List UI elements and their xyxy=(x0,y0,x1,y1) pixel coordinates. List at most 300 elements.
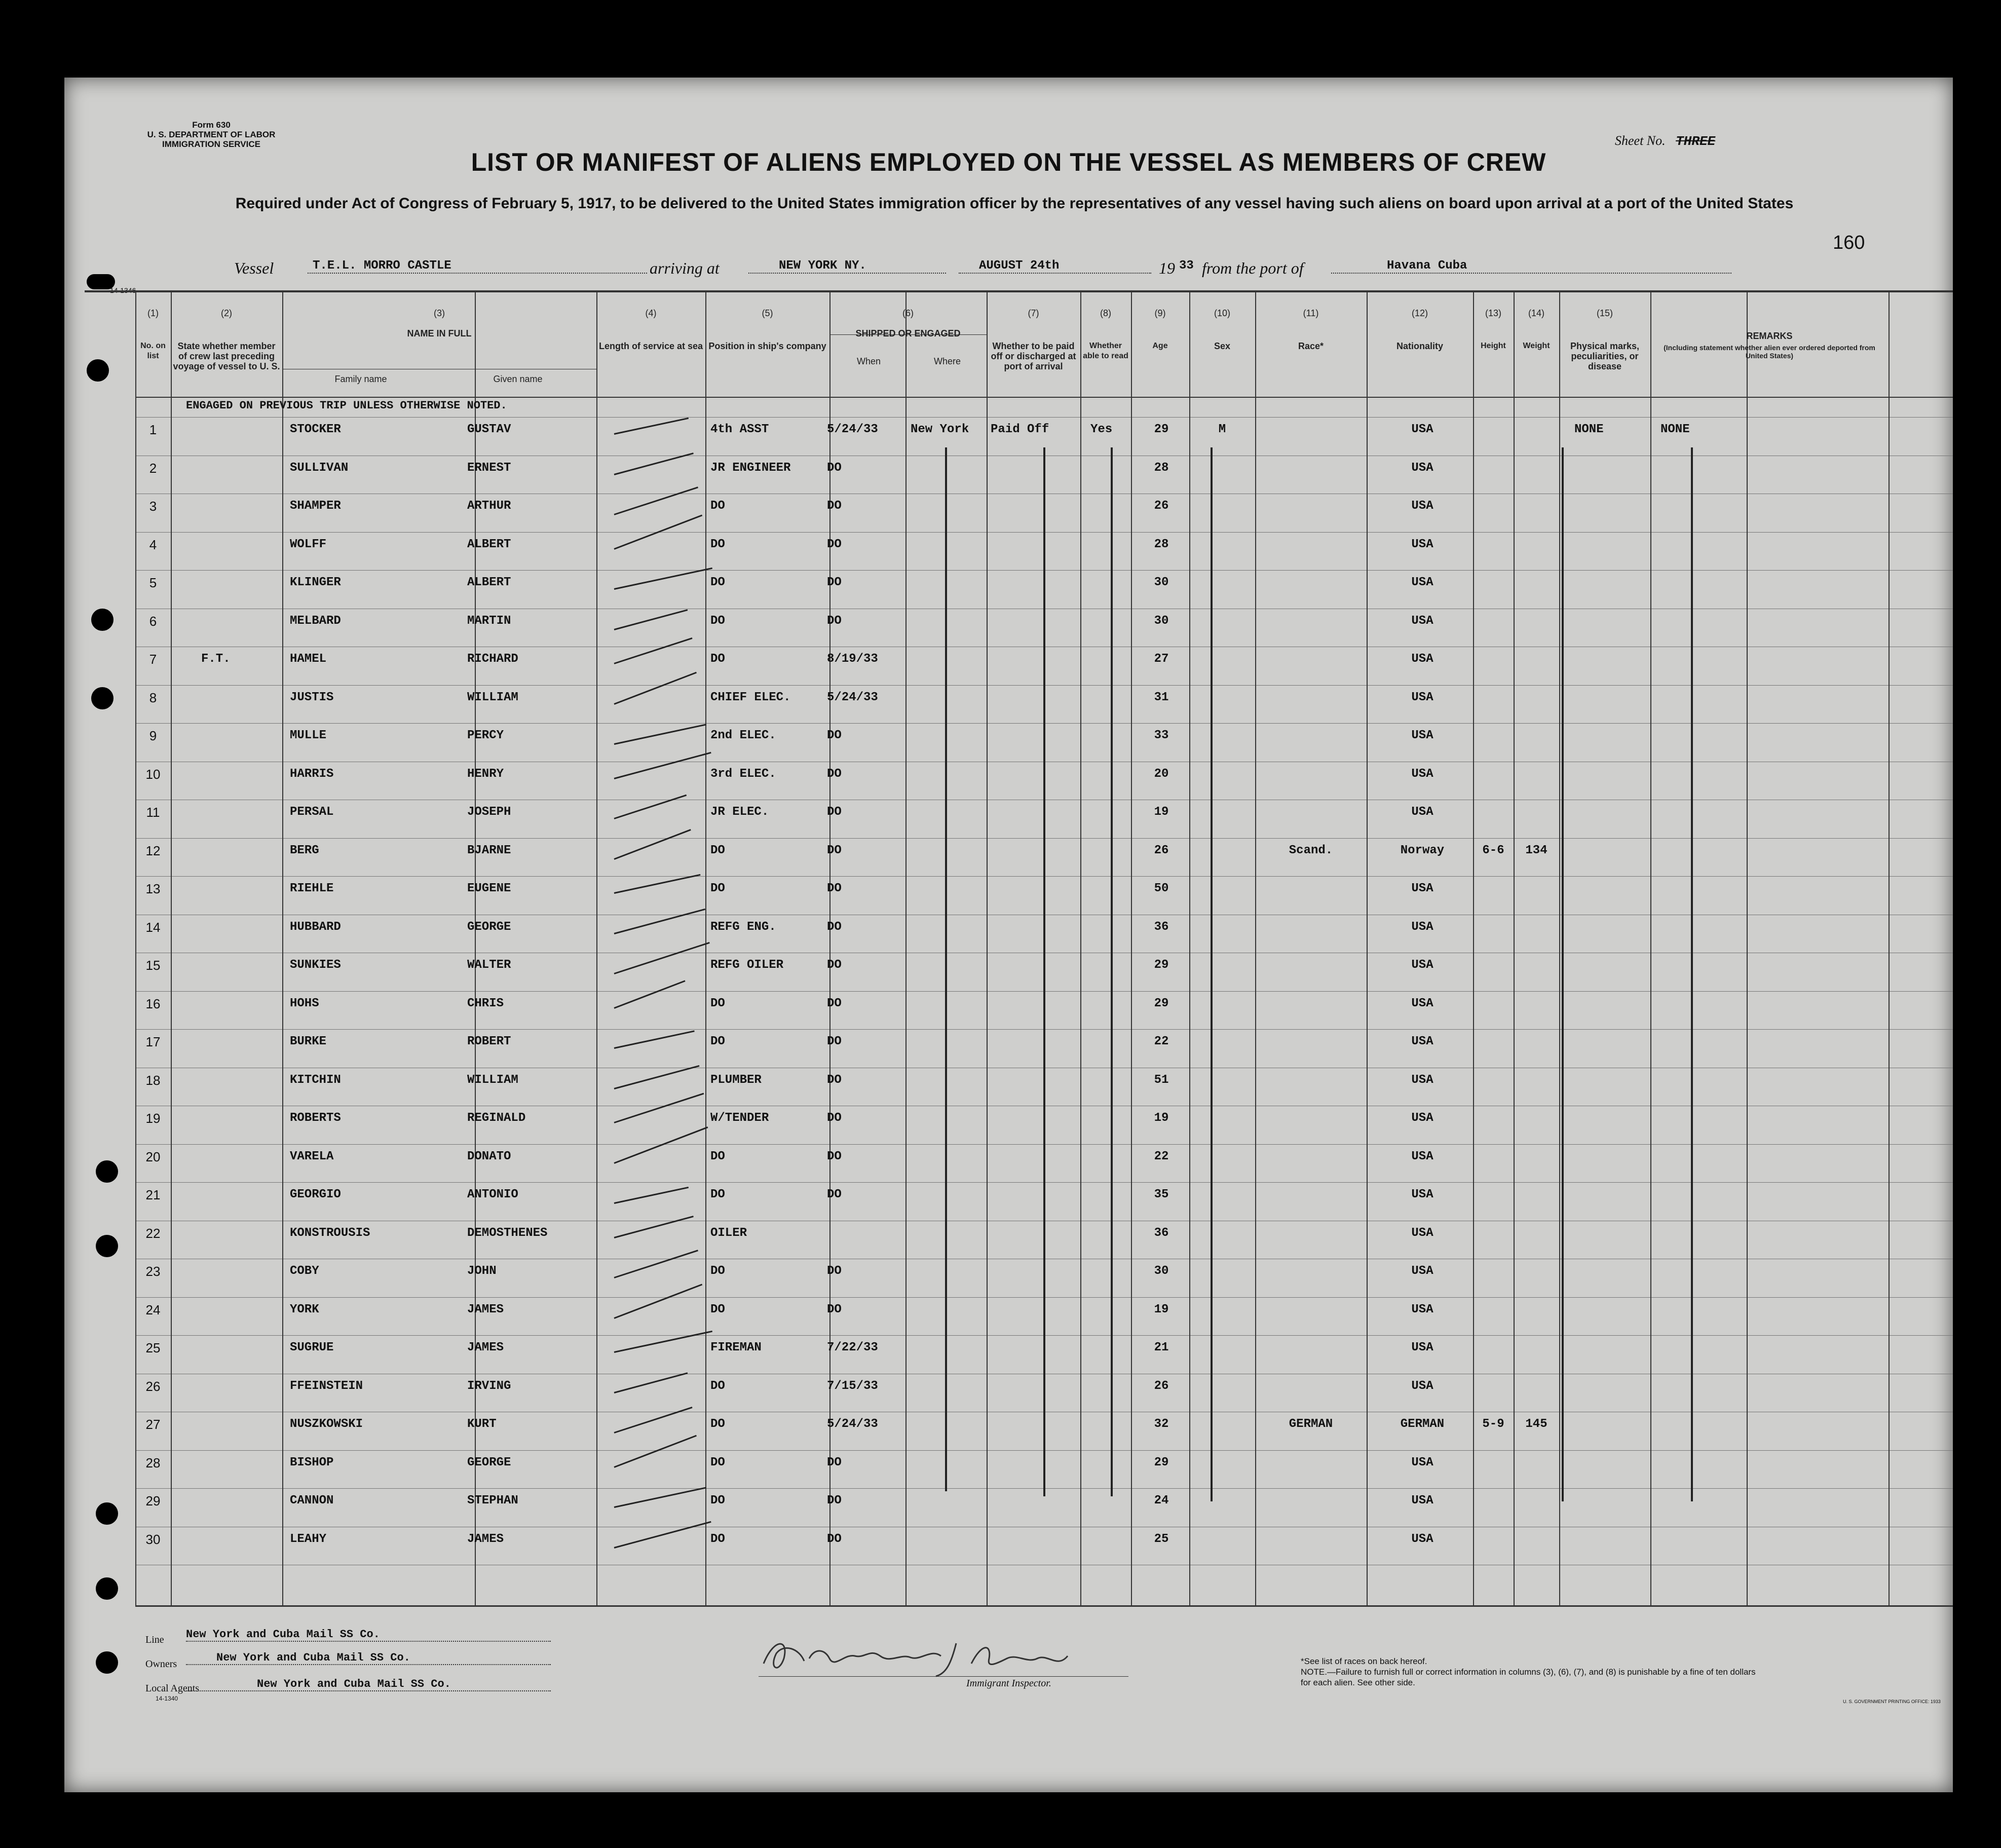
row-no: 23 xyxy=(145,1264,161,1279)
row-given: CHRIS xyxy=(467,997,504,1010)
column-subheader: When xyxy=(856,356,881,366)
vessel-name: T.E.L. MORRO CASTLE xyxy=(308,259,647,274)
row-no: 30 xyxy=(145,1532,161,1547)
column-rule xyxy=(905,290,907,1605)
row-nat: USA xyxy=(1411,423,1433,436)
column-rule xyxy=(1514,290,1515,1605)
row-nat: USA xyxy=(1411,958,1433,972)
table-row xyxy=(64,461,1953,481)
row-weight: 145 xyxy=(1525,1417,1547,1431)
line-label: Line xyxy=(145,1634,164,1645)
service-check-mark xyxy=(614,637,693,664)
ditto-stroke xyxy=(945,447,947,1491)
line-value: New York and Cuba Mail SS Co. xyxy=(186,1628,551,1642)
arriving-port: NEW YORK NY. xyxy=(748,259,946,274)
row-position: REFG OILER xyxy=(710,958,784,972)
column-header: State whether member of crew last preceding voyage of vessel to U. S. xyxy=(173,341,280,371)
column-number: (1) xyxy=(147,308,159,318)
row-nat: USA xyxy=(1411,499,1433,513)
agents-label: Local Agents xyxy=(145,1683,200,1694)
row-read: Yes xyxy=(1090,423,1113,436)
row-given: GUSTAV xyxy=(467,423,511,436)
row-age: 29 xyxy=(1154,423,1169,436)
row-no: 22 xyxy=(145,1226,161,1241)
row-when: DO xyxy=(827,1150,842,1163)
column-number: (9) xyxy=(1154,308,1166,318)
row-nat: USA xyxy=(1411,997,1433,1010)
row-when: DO xyxy=(827,1035,842,1048)
service-check-mark xyxy=(614,1407,693,1434)
column-number: (5) xyxy=(762,308,773,318)
column-header: Whether to be paid off or discharged at port of arrival xyxy=(991,341,1076,371)
row-family: HARRIS xyxy=(290,767,334,781)
row-marks: NONE xyxy=(1574,423,1604,436)
row-nat: USA xyxy=(1411,767,1433,781)
page-subtitle: Required under Act of Congress of February 5, 1917, to be delivered to the United States immigration officer by the representatives of any vessel having such aliens on board upon arrival at a port of the United States xyxy=(235,195,1794,212)
row-position: DO xyxy=(710,844,725,857)
row-when: DO xyxy=(827,1264,842,1278)
column-header: SHIPPED OR ENGAGED xyxy=(855,328,961,338)
penalty-note: NOTE.—Failure to furnish full or correct information in columns (3), (6), (7), and (8) is punishable by a fine of ten dollars for each alien. See other side. xyxy=(1301,1667,1756,1687)
row-given: EUGENE xyxy=(467,882,511,895)
service-check-mark xyxy=(614,1187,689,1204)
binder-hole xyxy=(96,1651,118,1674)
column-header: REMARKS xyxy=(1746,331,1793,341)
row-no: 26 xyxy=(145,1379,161,1394)
column-number: (8) xyxy=(1100,308,1111,318)
department-name: U. S. DEPARTMENT OF LABOR xyxy=(147,130,276,139)
table-top-rule xyxy=(85,290,1953,292)
row-position: DO xyxy=(710,882,725,895)
row-no: 8 xyxy=(149,690,157,705)
vessel-label: Vessel xyxy=(234,259,274,277)
row-position: DO xyxy=(710,1264,725,1278)
row-when: DO xyxy=(827,1111,842,1125)
row-family: KLINGER xyxy=(290,576,341,589)
service-check-mark xyxy=(614,942,710,974)
service-name: IMMIGRATION SERVICE xyxy=(162,139,260,149)
row-no: 20 xyxy=(145,1149,161,1164)
row-given: GEORGE xyxy=(467,920,511,934)
row-when: DO xyxy=(827,920,842,934)
table-row xyxy=(64,958,1953,978)
row-nat: USA xyxy=(1411,1188,1433,1201)
row-when: 5/24/33 xyxy=(827,691,878,704)
column-number: (6) xyxy=(902,308,914,318)
row-when: DO xyxy=(827,805,842,819)
column-header: Age xyxy=(1152,342,1168,350)
column-rule xyxy=(1650,290,1651,1605)
service-check-mark xyxy=(614,1487,707,1508)
row-position: CHIEF ELEC. xyxy=(710,691,791,704)
row-rule xyxy=(135,417,1953,418)
table-row xyxy=(64,728,1953,748)
row-when: DO xyxy=(827,499,842,513)
row-no: 25 xyxy=(145,1340,161,1355)
row-age: 29 xyxy=(1154,958,1169,972)
row-no: 4 xyxy=(149,537,157,552)
column-subheader: Given name xyxy=(493,374,543,384)
row-nat: USA xyxy=(1411,1226,1433,1240)
column-rule xyxy=(1131,290,1132,1605)
table-row xyxy=(64,1034,1953,1054)
row-age: 22 xyxy=(1154,1150,1169,1163)
row-when: DO xyxy=(827,1494,842,1507)
row-no: 10 xyxy=(145,767,161,782)
row-no: 21 xyxy=(145,1187,161,1202)
row-nat: USA xyxy=(1411,614,1433,628)
column-number: (15) xyxy=(1596,308,1613,318)
row-position: DO xyxy=(710,1379,725,1393)
row-family: SUNKIES xyxy=(290,958,341,972)
form-agency-block xyxy=(135,120,287,149)
table-row xyxy=(64,499,1953,519)
row-position: DO xyxy=(710,652,725,666)
row-family: FFEINSTEIN xyxy=(290,1379,363,1393)
row-age: 33 xyxy=(1154,729,1169,742)
row-age: 19 xyxy=(1154,1303,1169,1316)
row-nat: USA xyxy=(1411,882,1433,895)
column-rule xyxy=(1889,290,1890,1605)
row-state: F.T. xyxy=(201,652,231,666)
row-age: 35 xyxy=(1154,1188,1169,1201)
row-when: DO xyxy=(827,844,842,857)
table-row xyxy=(64,537,1953,557)
row-no: 24 xyxy=(145,1302,161,1317)
service-check-mark xyxy=(614,1284,702,1318)
row-no: 15 xyxy=(145,958,161,973)
row-nat: USA xyxy=(1411,1035,1433,1048)
table-row xyxy=(64,690,1953,710)
column-number: (12) xyxy=(1411,308,1428,318)
table-bottom-rule xyxy=(135,1605,1953,1607)
column-rule xyxy=(1473,290,1474,1605)
row-nat: USA xyxy=(1411,1111,1433,1125)
service-check-mark xyxy=(614,1372,688,1393)
row-family: PERSAL xyxy=(290,805,334,819)
sheet-number xyxy=(1615,133,1715,149)
row-position: JR ENGINEER xyxy=(710,461,791,475)
row-given: JAMES xyxy=(467,1341,504,1354)
row-when: DO xyxy=(827,1532,842,1546)
row-position: DO xyxy=(710,1532,725,1546)
row-age: 19 xyxy=(1154,1111,1169,1125)
row-given: HENRY xyxy=(467,767,504,781)
row-given: MARTIN xyxy=(467,614,511,628)
table-row xyxy=(64,575,1953,595)
row-no: 3 xyxy=(149,499,157,514)
inspector-label: Immigrant Inspector. xyxy=(966,1678,1051,1689)
row-family: COBY xyxy=(290,1264,319,1278)
row-nat: USA xyxy=(1411,652,1433,666)
agents-value: New York and Cuba Mail SS Co. xyxy=(186,1678,551,1691)
row-position: DO xyxy=(710,997,725,1010)
row-age: 28 xyxy=(1154,538,1169,551)
row-family: BURKE xyxy=(290,1035,327,1048)
service-check-mark xyxy=(614,795,687,819)
column-header: No. on list xyxy=(140,342,166,360)
from-port-value: Havana Cuba xyxy=(1331,259,1731,274)
row-nat: USA xyxy=(1411,691,1433,704)
row-when: 5/24/33 xyxy=(827,423,878,436)
row-when: DO xyxy=(827,1073,842,1087)
column-header: Race* xyxy=(1298,341,1324,351)
row-when: DO xyxy=(827,729,842,742)
service-check-mark xyxy=(614,609,688,630)
row-race: GERMAN xyxy=(1289,1417,1333,1431)
row-no: 13 xyxy=(145,881,161,896)
table-row xyxy=(64,805,1953,825)
row-position: DO xyxy=(710,1417,725,1431)
page-title: LIST OR MANIFEST OF ALIENS EMPLOYED ON THE VESSEL AS MEMBERS OF CREW xyxy=(471,148,1546,176)
row-no: 11 xyxy=(146,805,160,820)
service-check-mark xyxy=(614,874,701,894)
row-position: DO xyxy=(710,1150,725,1163)
row-position: DO xyxy=(710,1188,725,1201)
row-no: 2 xyxy=(149,461,157,476)
row-given: ERNEST xyxy=(467,461,511,475)
service-check-mark xyxy=(614,1216,694,1238)
column-number: (10) xyxy=(1214,308,1230,318)
row-height: 5-9 xyxy=(1482,1417,1504,1431)
agents-code: 14-1340 xyxy=(156,1695,178,1702)
column-rule xyxy=(1255,290,1256,1605)
column-rule xyxy=(1747,290,1748,1605)
column-number: (14) xyxy=(1528,308,1544,318)
table-row xyxy=(64,1111,1953,1131)
row-family: CANNON xyxy=(290,1494,334,1507)
row-given: DONATO xyxy=(467,1150,511,1163)
row-family: MELBARD xyxy=(290,614,341,628)
ditto-stroke xyxy=(1043,447,1045,1496)
row-family: LEAHY xyxy=(290,1532,327,1546)
row-family: HUBBARD xyxy=(290,920,341,934)
row-nat: GERMAN xyxy=(1400,1417,1445,1431)
row-age: 24 xyxy=(1154,1494,1169,1507)
column-header: Nationality xyxy=(1396,341,1443,351)
column-number: (2) xyxy=(221,308,232,318)
row-age: 50 xyxy=(1154,882,1169,895)
table-row xyxy=(64,881,1953,901)
row-nat: USA xyxy=(1411,1341,1433,1354)
row-position: FIREMAN xyxy=(710,1341,762,1354)
row-age: 29 xyxy=(1154,997,1169,1010)
column-subheader: Where xyxy=(933,356,961,366)
row-when: DO xyxy=(827,882,842,895)
row-position: REFG ENG. xyxy=(710,920,776,934)
row-age: 26 xyxy=(1154,499,1169,513)
table-row xyxy=(64,1417,1953,1437)
row-nat: USA xyxy=(1411,729,1433,742)
service-check-mark xyxy=(614,1331,712,1353)
row-no: 28 xyxy=(145,1455,161,1470)
year-value: 33 xyxy=(1179,259,1194,273)
row-when: DO xyxy=(827,1303,842,1316)
service-check-mark xyxy=(614,829,691,860)
row-family: RIEHLE xyxy=(290,882,334,895)
row-family: SUGRUE xyxy=(290,1341,334,1354)
row-nat: USA xyxy=(1411,1150,1433,1163)
row-given: STEPHAN xyxy=(467,1494,518,1507)
service-check-mark xyxy=(614,418,689,435)
service-check-mark xyxy=(614,1435,697,1468)
row-nat: USA xyxy=(1411,805,1433,819)
table-row xyxy=(64,652,1953,672)
row-when: DO xyxy=(827,958,842,972)
column-rule xyxy=(1189,290,1190,1605)
row-position: DO xyxy=(710,499,725,513)
row-age: 31 xyxy=(1154,691,1169,704)
row-position: 2nd ELEC. xyxy=(710,729,776,742)
column-header: Weight xyxy=(1523,342,1550,350)
row-no: 5 xyxy=(149,575,157,590)
table-row xyxy=(64,1149,1953,1170)
row-age: 32 xyxy=(1154,1417,1169,1431)
row-position: DO xyxy=(710,538,725,551)
row-when: DO xyxy=(827,997,842,1010)
column-header: Height xyxy=(1481,342,1506,350)
row-position: OILER xyxy=(710,1226,747,1240)
column-rule xyxy=(829,290,830,1605)
table-row xyxy=(64,1226,1953,1246)
row-family: JUSTIS xyxy=(290,691,334,704)
service-check-mark xyxy=(614,909,705,934)
signature-rule xyxy=(759,1676,1128,1677)
column-header: Physical marks, peculiarities, or disease xyxy=(1570,341,1640,371)
table-row xyxy=(64,1493,1953,1514)
service-check-mark xyxy=(614,568,712,590)
row-family: HOHS xyxy=(290,997,319,1010)
row-given: GEORGE xyxy=(467,1456,511,1469)
table-row xyxy=(64,614,1953,634)
row-given: WALTER xyxy=(467,958,511,972)
printer-mark: U. S. GOVERNMENT PRINTING OFFICE: 1933 xyxy=(1843,1699,1941,1704)
row-position: DO xyxy=(710,614,725,628)
row-position: PLUMBER xyxy=(710,1073,762,1087)
column-rule xyxy=(1559,290,1560,1605)
row-no: 16 xyxy=(145,996,161,1011)
row-nat: USA xyxy=(1411,920,1433,934)
table-row xyxy=(64,920,1953,940)
row-nat: USA xyxy=(1411,538,1433,551)
row-age: 22 xyxy=(1154,1035,1169,1048)
column-rule xyxy=(987,290,988,1605)
manifest-sheet xyxy=(64,78,1953,1792)
column-rule xyxy=(135,290,136,1605)
row-position: DO xyxy=(710,1035,725,1048)
row-age: 30 xyxy=(1154,614,1169,628)
row-no: 6 xyxy=(149,614,157,629)
row-family: BERG xyxy=(290,844,319,857)
owners-label: Owners xyxy=(145,1658,177,1670)
column-rule xyxy=(1080,290,1081,1605)
row-family: WOLFF xyxy=(290,538,327,551)
row-nat: USA xyxy=(1411,1456,1433,1469)
row-age: 26 xyxy=(1154,1379,1169,1393)
table-row xyxy=(64,1532,1953,1552)
row-given: RICHARD xyxy=(467,652,518,666)
row-family: VARELA xyxy=(290,1150,334,1163)
table-row xyxy=(64,996,1953,1016)
row-given: JAMES xyxy=(467,1303,504,1316)
row-where: New York xyxy=(911,423,969,436)
column-rule xyxy=(1367,290,1368,1605)
row-no: 14 xyxy=(145,920,161,935)
row-nat: USA xyxy=(1411,1264,1433,1278)
row-given: IRVING xyxy=(467,1379,511,1393)
column-header: NAME IN FULL xyxy=(407,328,472,338)
ditto-stroke xyxy=(1691,447,1693,1501)
row-family: SHAMPER xyxy=(290,499,341,513)
table-row xyxy=(64,1302,1953,1323)
row-age: 36 xyxy=(1154,920,1169,934)
row-given: PERCY xyxy=(467,729,504,742)
service-check-mark xyxy=(614,1126,708,1164)
service-check-mark xyxy=(614,1065,700,1089)
row-when: DO xyxy=(827,614,842,628)
owners-value: New York and Cuba Mail SS Co. xyxy=(186,1651,551,1665)
ditto-stroke xyxy=(1111,447,1113,1496)
row-no: 17 xyxy=(145,1034,161,1049)
row-given: WILLIAM xyxy=(467,691,518,704)
row-family: NUSZKOWSKI xyxy=(290,1417,363,1431)
column-header: Whether able to read xyxy=(1083,342,1128,360)
row-position: DO xyxy=(710,1456,725,1469)
row-no: 19 xyxy=(145,1111,161,1126)
row-given: JOSEPH xyxy=(467,805,511,819)
table-row xyxy=(64,1379,1953,1399)
row-position: DO xyxy=(710,1494,725,1507)
row-family: STOCKER xyxy=(290,423,341,436)
row-position: 4th ASST xyxy=(710,423,769,436)
row-given: ROBERT xyxy=(467,1035,511,1048)
row-family: MULLE xyxy=(290,729,327,742)
table-row xyxy=(64,1455,1953,1476)
row-family: KONSTROUSIS xyxy=(290,1226,370,1240)
column-subheader: Family name xyxy=(334,374,387,384)
column-rule xyxy=(596,290,597,1605)
service-check-mark xyxy=(614,752,711,779)
row-nat: USA xyxy=(1411,1073,1433,1087)
service-check-mark xyxy=(614,1250,698,1278)
row-given: ARTHUR xyxy=(467,499,511,513)
inspector-signature xyxy=(753,1633,1139,1679)
row-family: KITCHIN xyxy=(290,1073,341,1087)
column-number: (7) xyxy=(1028,308,1039,318)
row-when: 5/24/33 xyxy=(827,1417,878,1431)
row-given: KURT xyxy=(467,1417,497,1431)
row-when: 8/19/33 xyxy=(827,652,878,666)
row-age: 29 xyxy=(1154,1456,1169,1469)
table-row xyxy=(64,1264,1953,1284)
column-rule xyxy=(282,290,283,1605)
row-nat: Norway xyxy=(1400,844,1445,857)
row-age: 51 xyxy=(1154,1073,1169,1087)
column-number: (11) xyxy=(1303,308,1319,318)
row-no: 9 xyxy=(149,728,157,743)
row-given: BJARNE xyxy=(467,844,511,857)
row-age: 20 xyxy=(1154,767,1169,781)
service-check-mark xyxy=(614,1030,695,1049)
row-no: 12 xyxy=(145,843,161,858)
row-given: WILLIAM xyxy=(467,1073,518,1087)
arrival-date: AUGUST 24th xyxy=(959,259,1151,274)
row-family: GEORGIO xyxy=(290,1188,341,1201)
row-given: ALBERT xyxy=(467,576,511,589)
column-header: Sex xyxy=(1214,341,1231,351)
table-row xyxy=(64,1340,1953,1361)
row-weight: 134 xyxy=(1525,844,1547,857)
